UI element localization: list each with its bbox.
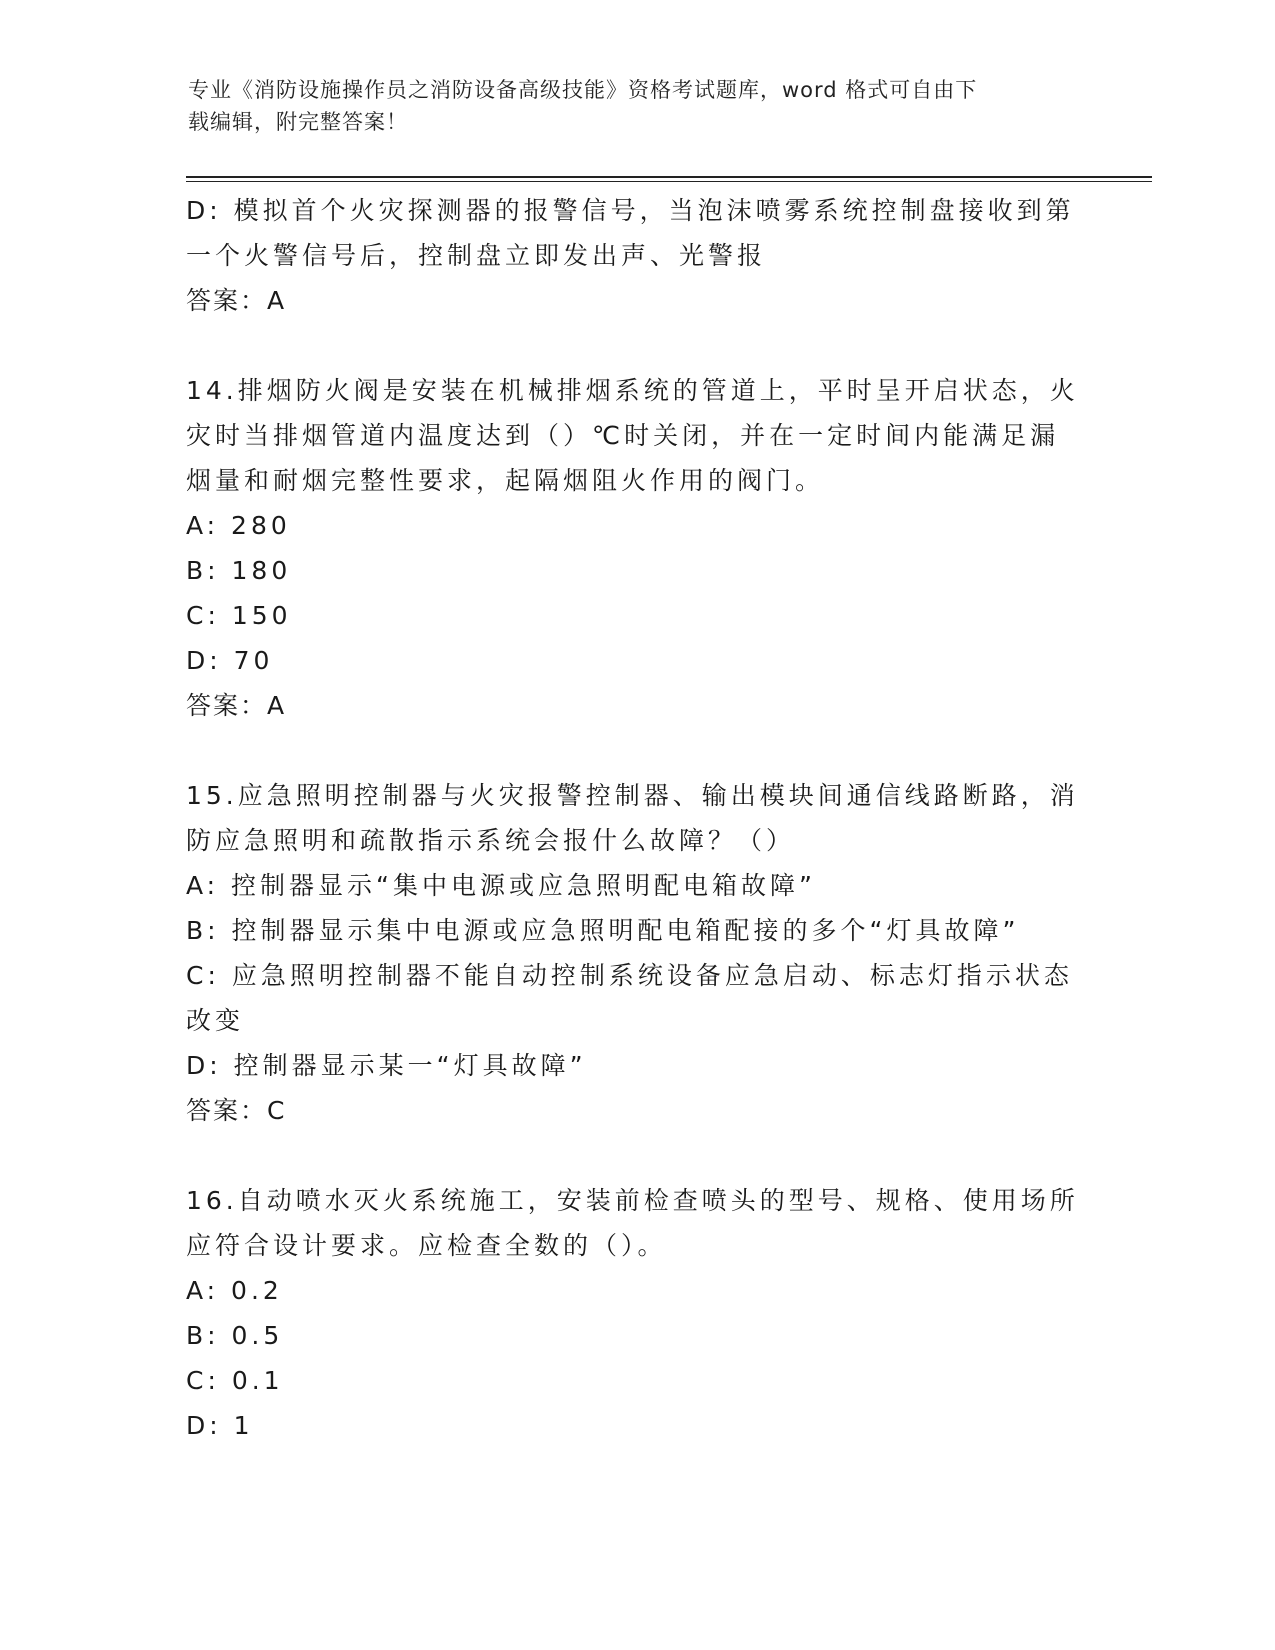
option-a: A: 0.2 bbox=[186, 1276, 283, 1305]
question-14 bbox=[186, 368, 1086, 728]
option-b: B: 控制器显示集中电源或应急照明配电箱配接的多个“灯具故障” bbox=[186, 916, 1020, 945]
question-text: 烟量和耐烟完整性要求，起隔烟阻火作用的阀门。 bbox=[186, 466, 825, 495]
option-d: D: 1 bbox=[186, 1411, 254, 1440]
question-content bbox=[186, 188, 1086, 1448]
option-d: D: 控制器显示某一“灯具故障” bbox=[186, 1051, 587, 1080]
option-b: B: 180 bbox=[186, 556, 292, 585]
previous-question-tail bbox=[186, 188, 1086, 323]
option-d-continued: 一个火警信号后，控制盘立即发出声、光警报 bbox=[186, 241, 767, 270]
question-text: 16.自动喷水灭火系统施工，安装前检查喷头的型号、规格、使用场所 bbox=[186, 1186, 1079, 1215]
question-text: 防应急照明和疏散指示系统会报什么故障？（） bbox=[186, 826, 796, 855]
answer-line: 答案：A bbox=[186, 691, 287, 720]
option-c: C: 150 bbox=[186, 601, 292, 630]
header-divider-thick bbox=[186, 176, 1152, 178]
option-c: C: 0.1 bbox=[186, 1366, 284, 1395]
answer-line: 答案：C bbox=[186, 1096, 287, 1125]
question-text: 14.排烟防火阀是安装在机械排烟系统的管道上，平时呈开启状态，火 bbox=[186, 376, 1079, 405]
page-header bbox=[188, 74, 1068, 138]
option-a: A: 控制器显示“集中电源或应急照明配电箱故障” bbox=[186, 871, 816, 900]
header-line-2: 载编辑，附完整答案！ bbox=[188, 110, 408, 134]
option-c: C: 应急照明控制器不能自动控制系统设备应急启动、标志灯指示状态 bbox=[186, 961, 1073, 990]
answer-line: 答案：A bbox=[186, 286, 287, 315]
header-divider-thin bbox=[186, 181, 1152, 182]
option-a: A: 280 bbox=[186, 511, 291, 540]
question-text: 应符合设计要求。应检查全数的（）。 bbox=[186, 1231, 667, 1260]
option-c-continued: 改变 bbox=[186, 1006, 245, 1035]
question-text: 灾时当排烟管道内温度达到（）℃时关闭，并在一定时间内能满足漏 bbox=[186, 421, 1060, 450]
option-b: B: 0.5 bbox=[186, 1321, 284, 1350]
option-d: D: 模拟首个火灾探测器的报警信号，当泡沫喷雾系统控制盘接收到第 bbox=[186, 196, 1075, 225]
question-16 bbox=[186, 1178, 1086, 1448]
option-d: D: 70 bbox=[186, 646, 274, 675]
question-15 bbox=[186, 773, 1086, 1133]
question-text: 15.应急照明控制器与火灾报警控制器、输出模块间通信线路断路，消 bbox=[186, 781, 1079, 810]
header-line-1: 专业《消防设施操作员之消防设备高级技能》资格考试题库，word 格式可自由下 bbox=[188, 78, 978, 102]
